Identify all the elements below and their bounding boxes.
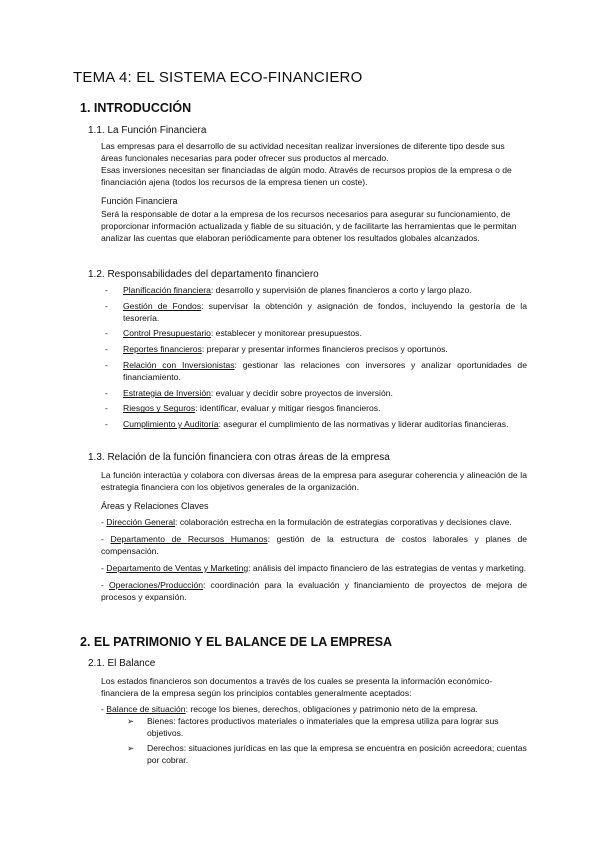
list-item-text: : asegurar el cumplimiento de las normativas y liderar auditorías financieras. <box>218 419 509 430</box>
balance-item-text: : recoge los bienes, derechos, obligaciones y patrimonio neto de la empresa. <box>185 704 478 714</box>
paragraph-financiacion: Esas inversiones necesitan ser financiadas de algún modo. Através de recursos propios de la empresa o de financiación ajena (todos los recursos de la empresa tienen un coste). <box>101 165 512 187</box>
dash-bullet: - <box>101 517 104 527</box>
list-item-term: Operaciones/Producción <box>108 580 204 590</box>
dash-bullet: - <box>105 285 108 295</box>
list-item-text: : supervisar la obtención y asignación de fondos, incluyendo la gestoría de la tesorería. <box>123 300 527 323</box>
list-item-text: : establecer y monitorear presupuestos. <box>210 328 362 339</box>
list-item-text: : identificar, evaluar y mitigar riesgos financieros. <box>195 403 381 414</box>
paragraph-estados-financieros: Los estados financieros son documentos a través de los cuales se presenta la información económico-financiera de la empresa según los principios contables generalmente aceptados: <box>101 676 493 698</box>
list-item <box>101 533 527 557</box>
list-item-term: Departamento de Ventas y Marketing <box>106 563 249 573</box>
list-item-term: Departamento de Recursos Humanos <box>110 534 268 544</box>
list-item-term: Riesgos y Seguros <box>123 403 196 414</box>
subsection-heading-relacion: 1.3. Relación de la función financiera con otras áreas de la empresa <box>88 452 390 463</box>
list-item-text: : gestionar las relaciones con inversores y analizar oportunidades de financiamiento. <box>123 359 527 382</box>
list-item <box>101 579 527 603</box>
balance-item-term: Balance de situación <box>106 704 186 714</box>
list-item-term: Planificación financiera <box>123 285 211 295</box>
dash-bullet: - <box>105 328 108 339</box>
list-item <box>105 344 527 356</box>
list-item <box>105 403 527 415</box>
list-item <box>101 715 527 739</box>
relations-list <box>101 516 527 608</box>
list-item-text: Bienes: factores productivos materiales o inmateriales que la empresa utiliza para lograr sus objetivos. <box>147 716 499 738</box>
dash-bullet: - <box>101 563 104 573</box>
dash-bullet: - <box>101 534 104 544</box>
subsection-heading-responsabilidades: 1.2. Responsabilidades del departamento financiero <box>88 269 319 280</box>
list-item <box>101 562 527 574</box>
list-item-text: : gestión de la estructura de costos laborales y planes de compensación. <box>101 534 528 556</box>
list-item-text: : análisis del impacto financiero de las estrategias de ventas y marketing. <box>248 563 527 573</box>
dash-bullet: - <box>105 403 108 414</box>
dash-bullet: - <box>101 580 104 590</box>
list-item <box>105 388 527 400</box>
list-item-term: Dirección General <box>106 517 176 527</box>
list-item <box>105 360 527 384</box>
list-item-text: Derechos: situaciones jurídicas en las que la empresa se encuentra en posición acreedora; cuentas por cobrar. <box>147 743 527 765</box>
subheading-funcion-financiera: Función Financiera <box>101 196 178 206</box>
list-item-text: : preparar y presentar informes financieros precisos y oportunos. <box>201 344 448 355</box>
dash-bullet: - <box>101 704 104 714</box>
balance-item <box>101 703 527 715</box>
paragraph-intro <box>101 140 527 188</box>
arrow-bullet-icon: ➢ <box>127 743 135 753</box>
list-item-term: Gestión de Fondos <box>123 300 202 311</box>
list-item <box>105 301 527 325</box>
list-item-text: : evaluar y decidir sobre proyectos de inversión. <box>210 387 393 398</box>
subheading-areas-relaciones: Áreas y Relaciones Claves <box>101 501 209 511</box>
responsibilities-list <box>105 285 527 435</box>
dash-bullet: - <box>105 419 108 430</box>
dash-bullet: - <box>105 359 108 370</box>
paragraph-relacion: La función interactúa y colabora con diversas áreas de la empresa para asegurar coherencia y alineación de la estrategia financiera con los objetivos generales de la organización. <box>101 470 527 492</box>
list-item <box>101 742 527 766</box>
list-item-text: : colaboración estrecha en la formulación de estrategias corporativas y decisiones clave. <box>175 517 512 527</box>
document-title: TEMA 4: EL SISTEMA ECO-FINANCIERO <box>73 69 363 86</box>
list-item-term: Reportes financieros <box>123 344 202 355</box>
paragraph-inversiones: Las empresas para el desarrollo de su actividad necesitan realizar inversiones de diferente tipo desde sus áreas funcionales necesarias para poder ofrecer sus productos al mercado. <box>101 141 505 163</box>
balance-section <box>101 675 527 769</box>
arrow-bullet-icon: ➢ <box>127 716 135 726</box>
section-heading-introduccion: 1. INTRODUCCIÓN <box>80 101 192 115</box>
list-item <box>105 328 527 340</box>
list-item-term: Cumplimiento y Auditoría <box>123 419 219 430</box>
list-item-term: Estrategia de Inversión <box>123 387 211 398</box>
list-item-term: Control Presupuestario <box>123 328 211 339</box>
paragraph-funcion-financiera: Será la responsable de dotar a la empresa de los recursos necesarios para asegurar su funcionamiento, de proporcionar información actualizada y fiable de su situación, y de facilitarte las herramientas que le permitan analizar las cuentas que elaboran periódicamente para obtener los resultados globales alcanzados. <box>101 209 517 243</box>
dash-bullet: - <box>105 387 108 398</box>
list-item-text: : coordinación para la evaluación y financiamiento de proyectos de mejora de procesos y expansión. <box>101 580 527 602</box>
subsection-heading-funcion-financiera: 1.1. La Función Financiera <box>88 125 207 136</box>
list-item <box>101 516 527 528</box>
dash-bullet: - <box>105 344 108 355</box>
list-item <box>105 419 527 431</box>
list-item-text: : desarrollo y supervisión de planes financieros a corto y largo plazo. <box>210 285 472 295</box>
balance-sub-list <box>101 715 527 766</box>
section-heading-patrimonio: 2. EL PATRIMONIO Y EL BALANCE DE LA EMPRESA <box>80 635 393 649</box>
dash-bullet: - <box>105 300 108 311</box>
list-item <box>105 285 527 297</box>
subsection-heading-balance: 2.1. El Balance <box>88 658 156 669</box>
list-item-term: Relación con Inversionistas <box>123 359 235 370</box>
